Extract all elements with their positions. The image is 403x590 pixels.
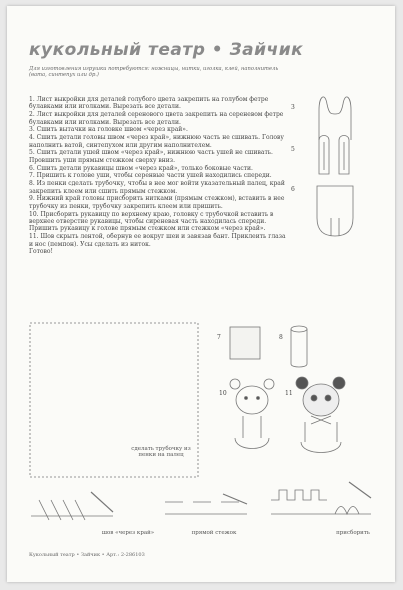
step-item: 9. Нижний край головы присборить нитками (прямым стежком), вставить в нее трубочку из пенки, трубочку закрепить клеем или пришить. xyxy=(29,195,285,210)
foam-tube-illustration xyxy=(289,324,309,370)
tube-caption: сделать трубочку из пенки на палец xyxy=(131,446,191,458)
article-footer: Кукольный театр • Зайчик • Арт.: 2-286103 xyxy=(29,552,145,558)
step-item: Готово! xyxy=(29,248,53,256)
step-item: 11. Шов скрыть лентой, обернув ее вокруг шеи и завязав бант. Приклеить глаза и нос (пемпон). Усы сделать из ниток. xyxy=(29,233,286,248)
page-title: кукольный театр • Зайчик xyxy=(29,40,304,60)
step-item: 6. Сшить детали рукавицы швом «через край», только боковые части. xyxy=(29,164,253,172)
steps-list xyxy=(29,96,287,256)
step-item: 7. Пришить к голове уши, чтобы серенвые части ушей находились спереди. xyxy=(29,172,272,180)
step-item: 1. Лист выкройки для деталей голубого цвета закрепить на голубом фетре булавками или иголками. Вырезать все детали. xyxy=(29,96,269,111)
step-item: 5. Сшить детали ушей швом «через край», нижнюю часть ушей не сшивать. Провшить уши прямым стежком сверху вниз. xyxy=(29,149,273,164)
overcast-stitch-illustration xyxy=(29,490,115,526)
finished-puppet-illustration xyxy=(295,376,349,456)
head-pattern-illustration xyxy=(313,90,357,140)
step-item: 10. Присборить рукавицу по верхнему краю, головку с трубочкой вставить в верхнее отверстие рукавицы, чтобы сиреневая часть находилась спереди. Пришить рукавицу к голове прямым стежком или стежком «через край». xyxy=(29,210,274,233)
instruction-sheet xyxy=(7,6,395,582)
gather-stitch-label: присборить xyxy=(336,530,370,536)
figure-number-10: 10 xyxy=(219,390,227,397)
figure-number-7: 7 xyxy=(217,334,221,341)
step-item: 2. Лист выкройки для деталей серенового цвета закрепить на сереневом фетре булавками или иголками. Вырезать все детали. xyxy=(29,111,284,126)
overcast-stitch-label: шов «через край» xyxy=(101,530,155,536)
foam-square-illustration xyxy=(229,326,263,362)
straight-stitch-label: прямой стежок xyxy=(191,530,237,536)
mitten-pattern-illustration xyxy=(311,178,359,238)
figure-number-3: 3 xyxy=(291,104,295,111)
ears-pattern-illustration xyxy=(315,134,355,176)
figure-number-6: 6 xyxy=(291,186,295,193)
gather-stitch-illustration xyxy=(269,480,373,526)
figure-number-11: 11 xyxy=(285,390,293,397)
step-item: 8. Из пенки сделать трубочку, чтобы в нее мог войти указательный палец, край закрепить клеем или сшить прямым стежком. xyxy=(29,180,285,195)
step-item: 3. Сшить вытачки на головке швом «через край». xyxy=(29,126,188,134)
figure-number-5: 5 xyxy=(291,146,295,153)
puppet-assembly-illustration xyxy=(229,378,279,454)
materials-intro: Для изготовления игрушки потребуются: ножницы, нитки, иголка, клей, наполнитель (вата, синтепух или др.) xyxy=(29,66,279,78)
step-item: 4. Сшить детали головы швом «через край», нижнюю часть не сшивать. Голову наполнить ватой, синтепухом или другим наполнителем. xyxy=(29,134,284,149)
figure-number-8: 8 xyxy=(279,334,283,341)
straight-stitch-illustration xyxy=(163,492,249,524)
